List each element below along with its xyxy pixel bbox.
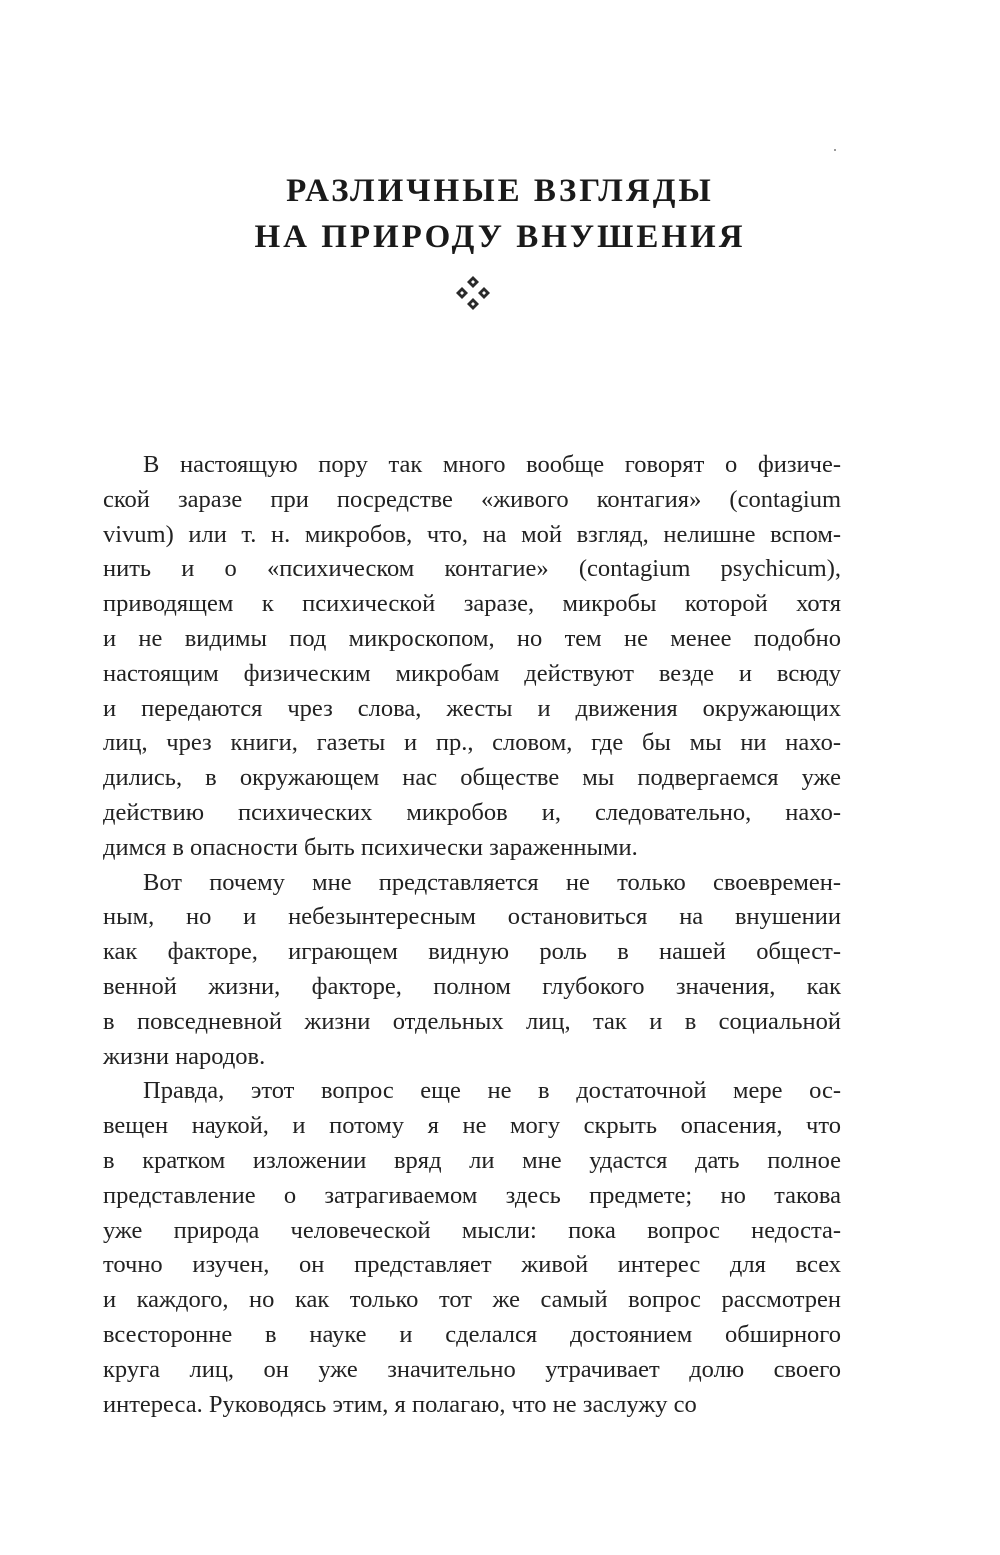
chapter-title [0,168,1000,260]
text-line: и каждого, но как только тот же самый вопрос рассмотрен [103,1286,841,1314]
text-line: ской заразе при посредстве «живого контагия» (contagium [103,485,841,513]
text-line: настоящим физическим микробам действуют везде и всюду [103,659,841,687]
text-line: дились, в окружающем нас обществе мы подвергаемся уже [103,764,841,792]
text-line: всесторонне в науке и сделался достоянием обширного [103,1320,841,1348]
text-line: интереса. Руководясь этим, я полагаю, что не заслужу со [103,1390,697,1418]
text-line: круга лиц, он уже значительно утрачивает долю своего [103,1355,841,1383]
text-line: приводящем к психической заразе, микробы которой хотя [103,590,841,618]
chapter-title-line-1: РАЗЛИЧНЫЕ ВЗГЛЯДЫ [286,173,714,209]
text-line: представление о затрагиваемом здесь предмете; но такова [103,1181,841,1209]
body-text [103,448,841,1422]
text-line: ным, но и небезынтересным остановиться на внушении [103,903,841,931]
text-line: и передаются чрез слова, жесты и движения окружающих [103,694,841,722]
text-line: и не видимы под микроскопом, но тем не менее подобно [103,624,841,652]
text-line: В настоящую пору так много вообще говорят о физиче- [143,451,841,478]
text-line: точно изучен, он представляет живой интерес для всех [103,1251,841,1279]
text-line: уже природа человеческой мысли: пока вопрос недоста- [103,1216,841,1244]
paragraph [103,866,841,1075]
text-line: действию психических микробов и, следовательно, нахо- [103,798,841,826]
paragraph [103,1074,841,1422]
print-speck [834,149,836,151]
text-line: Правда, этот вопрос еще не в достаточной мере ос- [143,1077,841,1105]
text-line: в кратком изложении вряд ли мне удастся дать полное [103,1146,841,1174]
text-line: вещен наукой, и потому я не могу скрыть опасения, что [103,1112,841,1140]
text-line: в повседневной жизни отдельных лиц, так и в социальной [103,1007,841,1035]
text-line: Вот почему мне представляется не только своевремен- [143,868,841,896]
text-line: венной жизни, факторе, полном глубокого значения, как [103,972,841,1000]
chapter-title-line-2: НА ПРИРОДУ ВНУШЕНИЯ [254,219,746,255]
text-line: нить и о «психическом контагие» (contagium psychicum), [103,555,841,583]
text-line: как факторе, играющем видную роль в нашей общест- [103,938,841,966]
text-line: лиц, чрез книги, газеты и пр., словом, где бы мы ни нахо- [103,729,841,757]
paragraph [103,448,841,866]
text-line: vivum) или т. н. микробов, что, на мой взгляд, нелишне вспом- [103,520,841,548]
four-diamond-ornament-icon [454,274,492,312]
text-line: димся в опасности быть психически зараженными. [103,833,638,861]
text-line: жизни народов. [103,1042,266,1070]
